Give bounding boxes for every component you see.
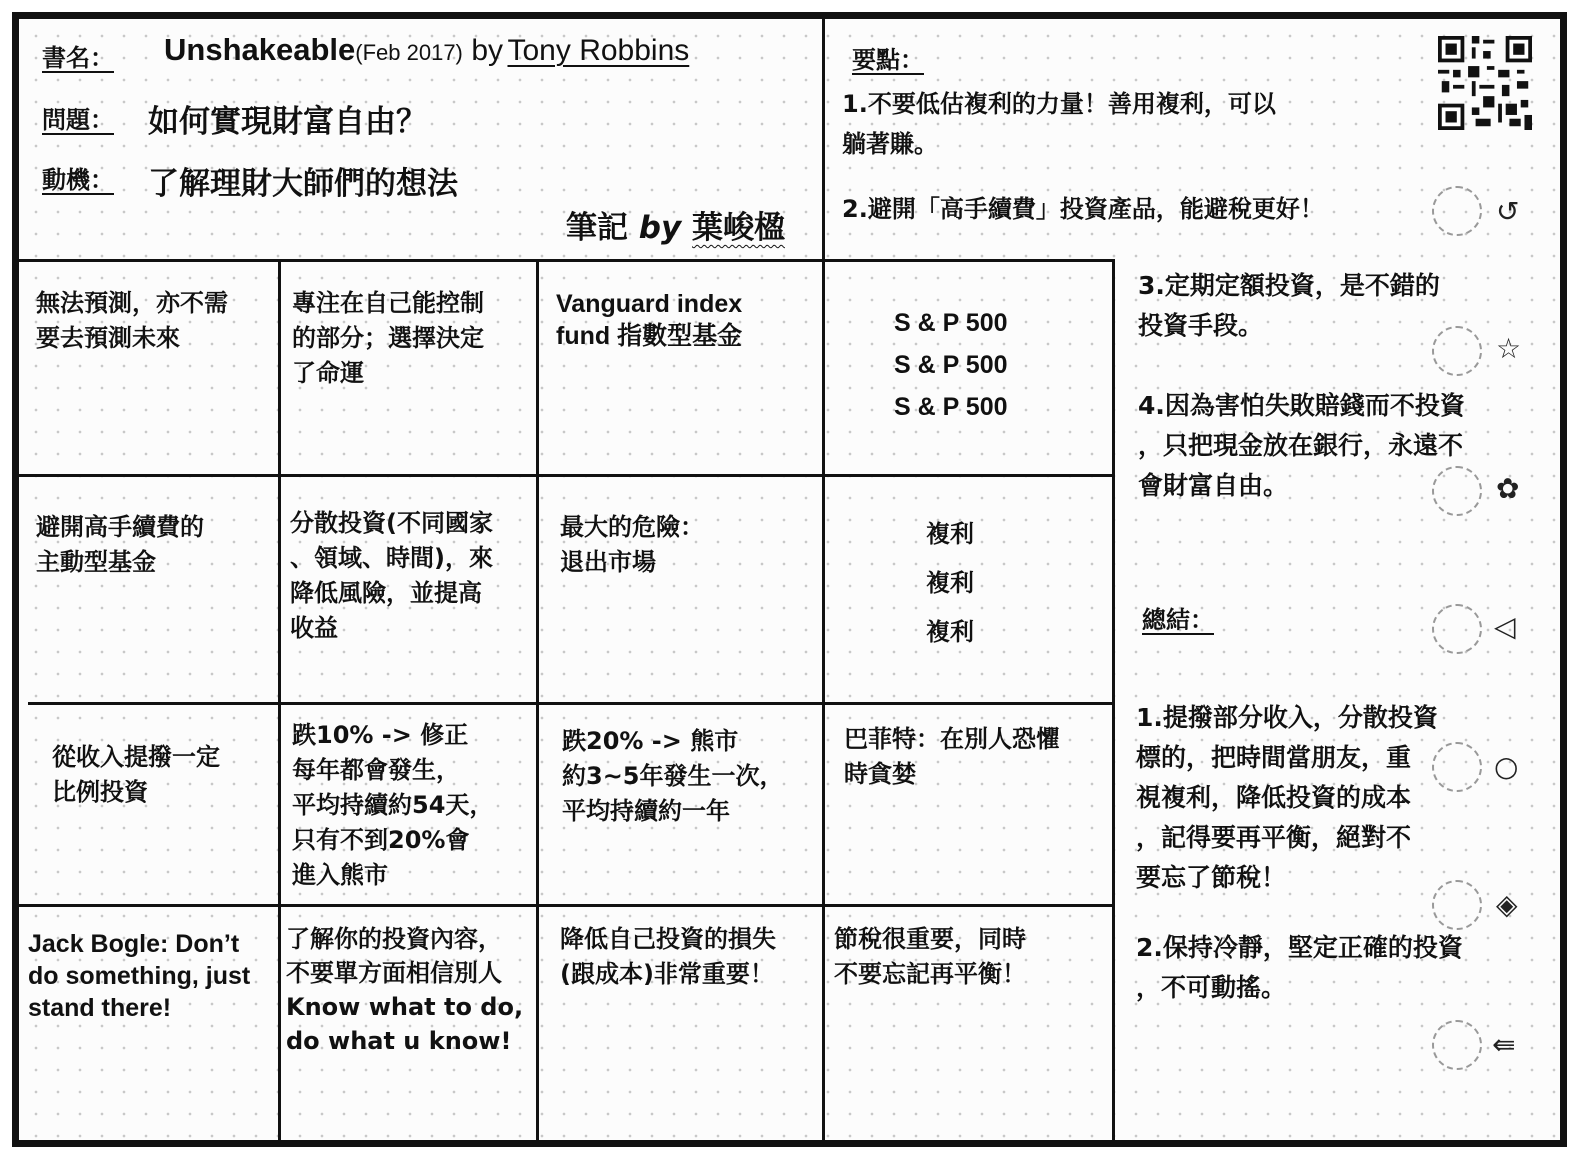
book-label: 書名： <box>42 44 114 72</box>
grid-cell-r1c4: S & P 500 S & P 500 S & P 500 <box>894 309 1008 421</box>
question-label: 問題： <box>42 106 114 134</box>
toolbar-ring-7 <box>1432 1020 1482 1070</box>
summary-point-1: 1.提撥部分收入，分散投資 標的，把時間當朋友，重 視複利，降低投資的成本 ，記得要再平衡，絕對不 要忘了節稅！ <box>1136 703 1438 892</box>
grid-col-line-1 <box>278 262 281 1140</box>
grid-cell-r1c2: 專注在自己能控制 的部分；選擇決定 了命運 <box>292 289 484 387</box>
key-point-4: 4.因為害怕失敗賠錢而不投資 ，只把現金放在銀行，永遠不 會財富自由。 <box>1138 391 1465 500</box>
pen-icon[interactable]: ⇚ <box>1492 1028 1516 1061</box>
book-title: Unshakeable <box>164 32 356 67</box>
grid-cell-r2c1: 避開高手續費的 主動型基金 <box>36 513 204 576</box>
grid-cell-r3c4: 巴菲特：在別人恐懼 時貪婪 <box>844 725 1060 788</box>
toolbar-ring-3 <box>1432 466 1482 516</box>
grid-col-line-2 <box>536 262 539 1140</box>
motive-text: 了解理財大師們的想法 <box>148 166 458 202</box>
undo-icon[interactable]: ↺ <box>1496 195 1520 228</box>
grid-cell-r2c4: 複利 複利 複利 <box>926 520 974 646</box>
author-name: Tony Robbins <box>507 34 690 67</box>
header-divider-vertical <box>822 18 825 260</box>
key-point-1: 1.不要低估複利的力量！善用複利，可以 躺著賺。 <box>842 90 1276 158</box>
grid-cell-r3c2: 跌10% -> 修正 每年都會發生， 平均持續約54天， 只有不到20%會 進入熊市 <box>292 721 494 889</box>
grid-cell-r4c4: 節稅很重要，同時 不要忘記再平衡！ <box>834 925 1026 988</box>
qr-code-icon <box>1438 36 1532 130</box>
grid-cell-r4c2: 了解你的投資內容， 不要單方面相信別人 Know what to do, do what u know! <box>286 925 524 1055</box>
key-point-3: 3.定期定額投資，是不錯的 投資手段。 <box>1138 271 1440 340</box>
motive-label: 動機： <box>42 166 114 194</box>
by-text: by <box>471 34 504 67</box>
grid-cell-r2c3: 最大的危險： 退出市場 <box>560 513 704 576</box>
grid-cell-r3c3: 跌20% -> 熊市 約3~5年發生一次， 平均持續約一年 <box>562 727 784 825</box>
toolbar-ring-6 <box>1432 880 1482 930</box>
book-title-line <box>164 32 689 68</box>
grid-cell-r1c3: Vanguard index fund 指數型基金 <box>556 290 743 350</box>
notes-credit <box>566 202 785 247</box>
toolbar-ring-2 <box>1432 326 1482 376</box>
summary-point-2: 2.保持冷靜，堅定正確的投資 ，不可動搖。 <box>1136 933 1463 1002</box>
key-points-label: 要點： <box>852 46 924 74</box>
summary-label: 總結： <box>1142 606 1214 634</box>
lasso-icon[interactable]: ○ <box>1494 750 1519 783</box>
grid-row-line-2 <box>28 702 1115 705</box>
notes-prefix: 筆記 <box>566 210 628 246</box>
grid-cell-r1c1: 無法預測，亦不需 要去預測未來 <box>36 289 228 352</box>
notes-author: 葉峻楹 <box>692 210 785 246</box>
notes-by: by <box>638 210 682 246</box>
toolbar-ring-5 <box>1432 742 1482 792</box>
toolbar-ring-4 <box>1432 604 1482 654</box>
grid-cell-r3c1: 從收入提撥一定 比例投資 <box>52 743 220 806</box>
star-icon[interactable]: ☆ <box>1496 332 1522 365</box>
grid-row-line-3 <box>12 904 1115 907</box>
question-text: 如何實現財富自由？ <box>148 104 427 140</box>
grid-cell-r4c1: Jack Bogle: Don’t do something, just stand there! <box>28 930 251 1022</box>
grid-cell-r2c2: 分散投資(不同國家 、領域、時間)，來 降低風險，並提高 收益 <box>290 509 493 642</box>
flower-icon[interactable]: ✿ <box>1496 472 1520 505</box>
grid-col-line-3 <box>822 262 825 1140</box>
toolbar-ring-1 <box>1432 186 1482 236</box>
header-divider-horizontal <box>12 259 1115 262</box>
grid-cell-r4c3: 降低自己投資的損失 (跟成本)非常重要！ <box>560 925 776 988</box>
megaphone-icon[interactable]: ◁ <box>1494 610 1516 643</box>
key-point-2: 2.避開「高手續費」投資產品，能避稅更好！ <box>842 195 1324 223</box>
eraser-icon[interactable]: ◈ <box>1496 888 1518 921</box>
grid-col-line-4 <box>1112 262 1115 1140</box>
book-date: (Feb 2017) <box>355 40 463 65</box>
grid-row-line-1 <box>12 474 1115 477</box>
